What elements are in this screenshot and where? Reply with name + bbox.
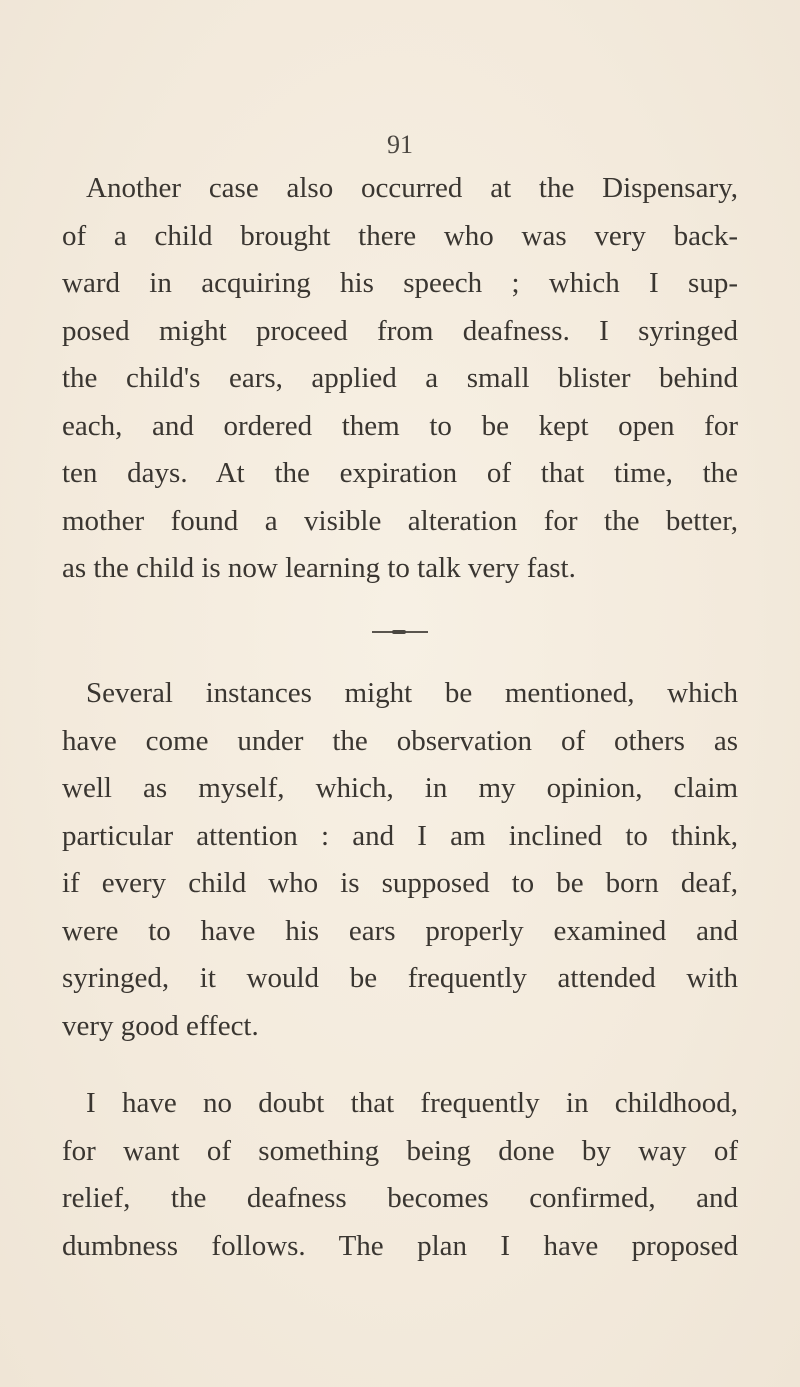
text-line: I have no doubt that frequently in childhood, (86, 1087, 738, 1119)
paragraph-several-instances (62, 670, 738, 1050)
text-line: well as myself, which, in my opinion, claim (62, 772, 738, 804)
text-line: very good effect. (62, 1009, 259, 1042)
text-line: if every child who is supposed to be born deaf, (62, 867, 738, 899)
text-line: Several instances might be mentioned, which (86, 677, 738, 709)
text-line: particular attention : and I am inclined to think, (62, 819, 738, 852)
text-line: each, and ordered them to be kept open for (62, 409, 738, 442)
text-line: ward in acquiring his speech ; which I sup- (62, 267, 738, 299)
section-divider (372, 631, 428, 633)
text-line: syringed, it would be frequently attended with (62, 962, 738, 994)
text-line: relief, the deafness becomes confirmed, and (62, 1182, 738, 1214)
text-line: dumbness follows. The plan I have proposed (62, 1229, 738, 1262)
text-line: for want of something being done by way of (62, 1134, 738, 1167)
text-line: ten days. At the expiration of that time, the (62, 457, 738, 489)
text-line: of a child brought there who was very back- (62, 219, 738, 252)
text-line: posed might proceed from deafness. I syringed (62, 314, 738, 347)
text-line: mother found a visible alteration for the better, (62, 504, 738, 537)
text-line: were to have his ears properly examined and (62, 914, 738, 947)
paragraph-dispensary-case (62, 165, 738, 593)
text-line: have come under the observation of others as (62, 724, 738, 757)
text-line: Another case also occurred at the Dispensary, (86, 172, 738, 204)
paragraph-childhood-deafness (62, 1080, 738, 1270)
text-line: the child's ears, applied a small blister behind (62, 362, 738, 394)
text-line: as the child is now learning to talk very fast. (62, 552, 576, 584)
page-number: 91 (387, 130, 413, 159)
